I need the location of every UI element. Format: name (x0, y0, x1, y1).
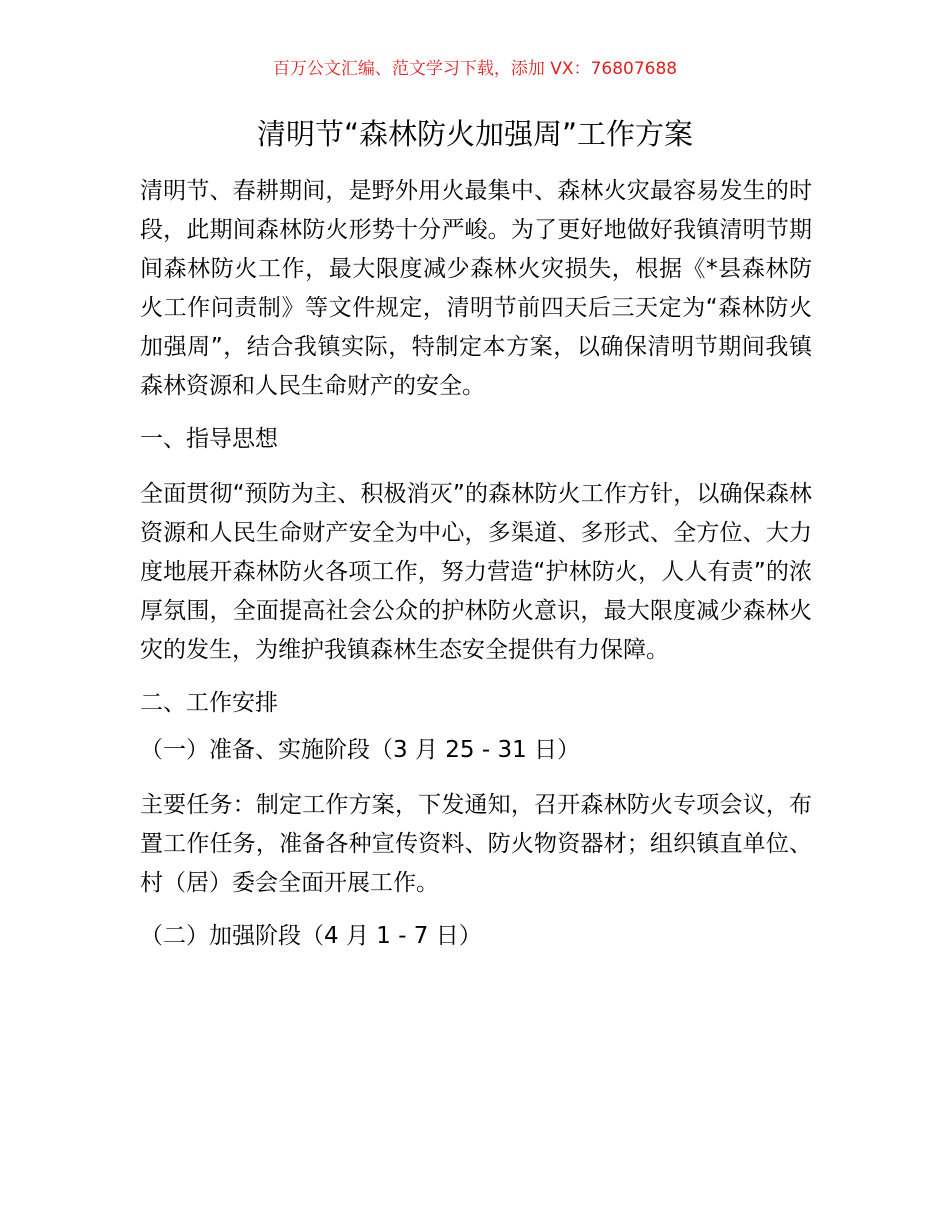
document-body (140, 172, 812, 956)
document-title: 清明节“森林防火加强周”工作方案 (256, 117, 694, 151)
promo-header-note: 百万公文汇编、范文学习下载，添加 VX：76807688 (272, 59, 678, 79)
section-1-heading: 一、指导思想 (140, 426, 278, 452)
subsection-1-heading: （一）准备、实施阶段（3 月 25 - 31 日） (140, 737, 581, 763)
section-2-heading: 二、工作安排 (140, 690, 278, 716)
section-1-paragraph: 全面贯彻“预防为主、积极消灭”的森林防火工作方针，以确保森林资源和人民生命财产安全为中心，多渠道、多形式、全方位、大力度地展开森林防火各项工作，努力营造“护林防火，人人有责”的浓厚氛围，全面提高社会公众的护林防火意识，最大限度减少森林火灾的发生，为维护我镇森林生态安全提供有力保障。 (140, 481, 812, 663)
subsection-1-paragraph: 主要任务：制定工作方案，下发通知，召开森林防火专项会议，布置工作任务，准备各种宣传资料、防火物资器材；组织镇直单位、村（居）委会全面开展工作。 (140, 792, 812, 896)
subsection-2-heading: （二）加强阶段（4 月 1 - 7 日） (140, 923, 482, 949)
intro-paragraph: 清明节、春耕期间，是野外用火最集中、森林火灾最容易发生的时段，此期间森林防火形势十分严峻。为了更好地做好我镇清明节期间森林防火工作，最大限度减少森林火灾损失，根据《*县森林防火工作问责制》等文件规定，清明节前四天后三天定为“森林防火加强周”，结合我镇实际，特制定本方案，以确保清明节期间我镇森林资源和人民生命财产的安全。 (140, 178, 812, 399)
